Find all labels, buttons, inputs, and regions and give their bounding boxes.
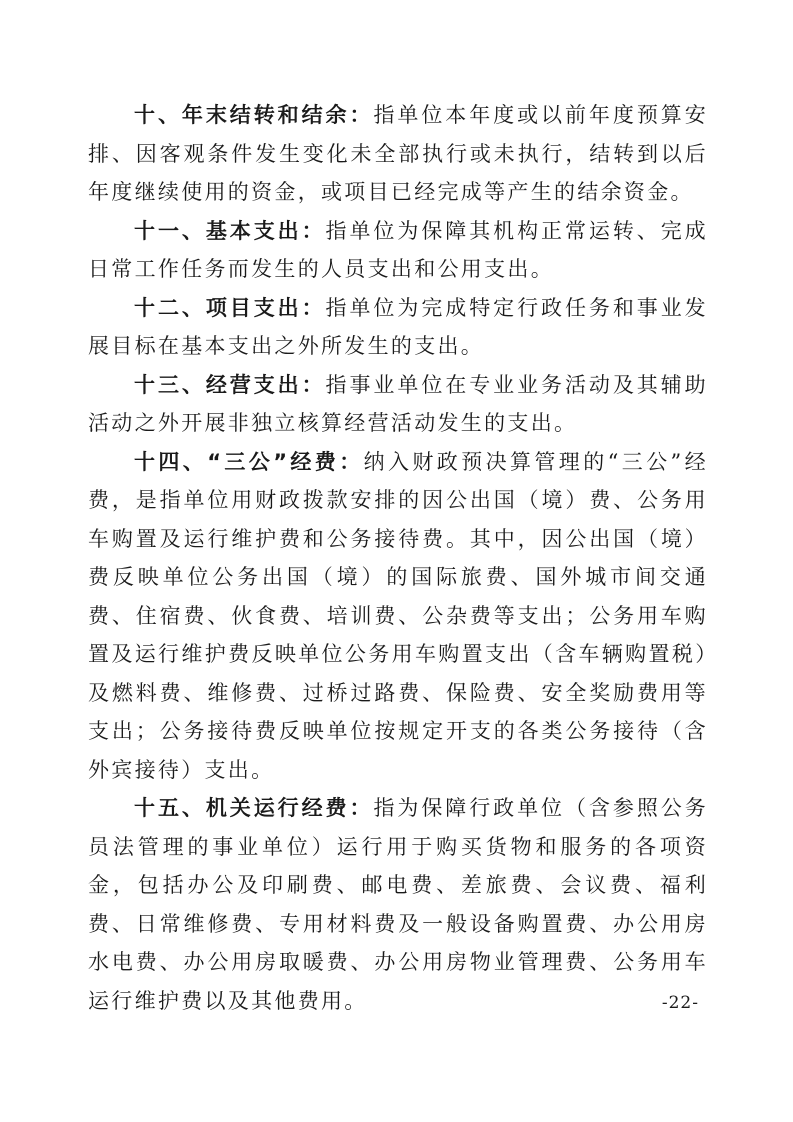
paragraph-basic-expenditure	[88, 212, 708, 289]
term-definition: 纳入财政预决算管理的“三公”经费，是指单位用财政拨款安排的因公出国（境）费、公务用车购置及运行维护费和公务接待费。其中，因公出国（境）费反映单位公务出国（境）的国际旅费、国外城市间交通费、住宿费、伙食费、培训费、公杂费等支出；公务用车购置及运行维护费反映单位公务用车购置支出（含车辆购置税）及燃料费、维修费、过桥过路费、保险费、安全奖励费用等支出；公务接待费反映单位按规定开支的各类公务接待（含外宾接待）支出。	[88, 449, 708, 782]
term-heading: 十二、项目支出：	[134, 295, 326, 320]
term-heading: 十一、基本支出：	[134, 218, 326, 243]
term-heading: 十三、经营支出：	[134, 372, 326, 397]
term-definition: 指单位为完成特定行政任务和事业发展目标在基本支出之外所发生的支出。	[88, 295, 708, 358]
document-body	[88, 96, 708, 1020]
term-definition: 指为保障行政单位（含参照公务员法管理的事业单位）运行用于购买货物和服务的各项资金，包括办公及印刷费、邮电费、差旅费、会议费、福利费、日常维修费、专用材料费及一般设备购置费、办公用房水电费、办公用房取暖费、办公用房物业管理费、公务用车运行维护费以及其他费用。	[88, 796, 708, 1013]
paragraph-operating-expenditure	[88, 366, 708, 443]
term-heading: 十、年末结转和结余：	[134, 103, 374, 127]
page-number: -22-	[661, 993, 699, 1013]
term-heading: 十四、“三公”经费：	[134, 449, 364, 474]
paragraph-year-end-carryover	[88, 96, 708, 212]
paragraph-agency-operating-expenses	[88, 789, 708, 1020]
term-definition: 指单位本年度或以前年度预算安排、因客观条件发生变化未全部执行或未执行，结转到以后年度继续使用的资金，或项目已经完成等产生的结余资金。	[88, 103, 708, 204]
term-definition: 指单位为保障其机构正常运转、完成日常工作任务而发生的人员支出和公用支出。	[88, 218, 708, 281]
term-definition: 指事业单位在专业业务活动及其辅助活动之外开展非独立核算经营活动发生的支出。	[88, 372, 708, 435]
term-heading: 十五、机关运行经费：	[134, 796, 374, 820]
paragraph-project-expenditure	[88, 289, 708, 366]
paragraph-three-public-expenses	[88, 443, 708, 790]
